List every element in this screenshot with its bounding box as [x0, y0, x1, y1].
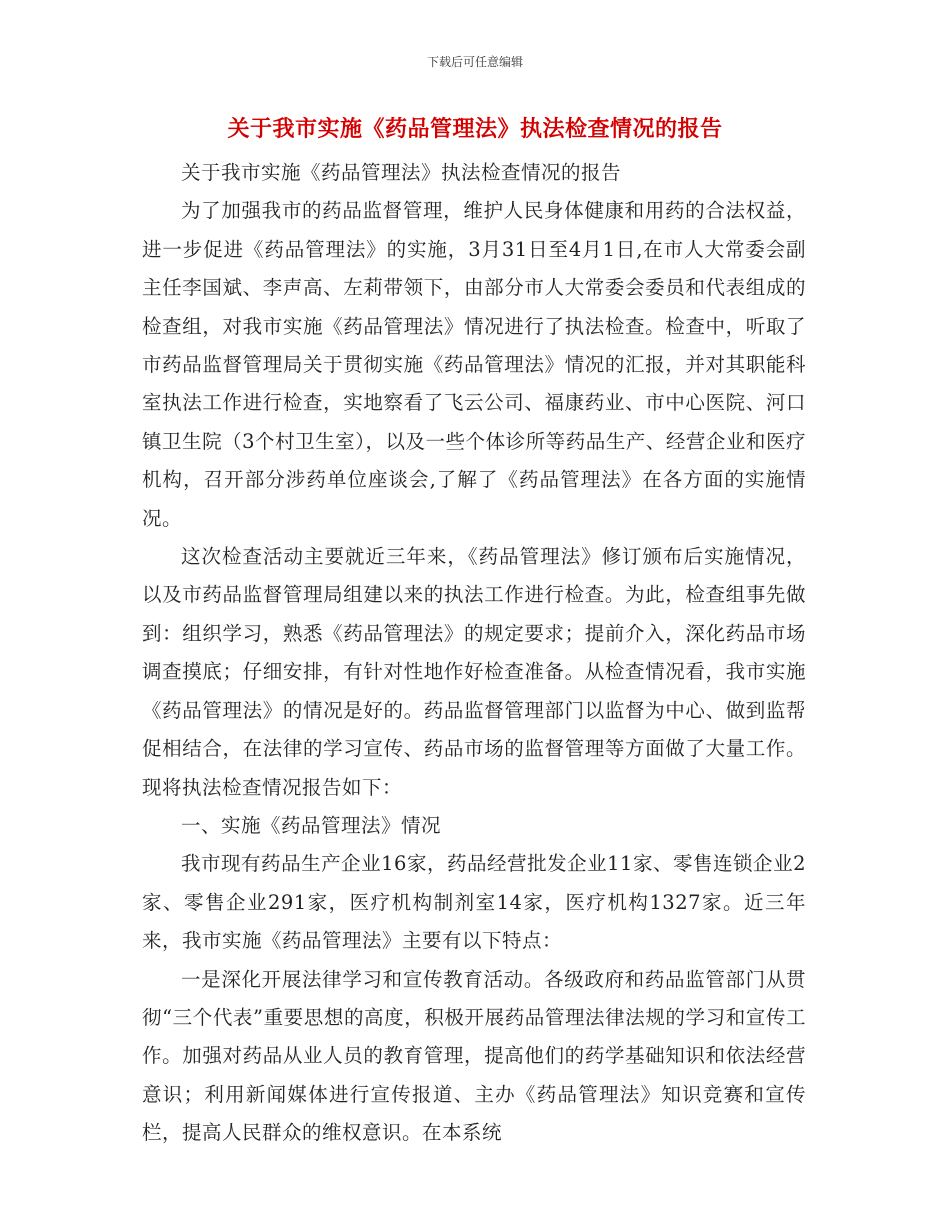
paragraph: 为了加强我市的药品监督管理，维护人民身体健康和用药的合法权益，进一步促进《药品管理法》的实施，3月31日至4月1日,在市人大常委会副主任李国斌、李声高、左莉带领下，由部分市人大常委会委员和代表组成的检查组，对我市实施《药品管理法》情况进行了执法检查。检查中，听取了市药品监督管理局关于贯彻实施《药品管理法》情况的汇报，并对其职能科室执法工作进行检查，实地察看了飞云公司、福康药业、市中心医院、河口镇卫生院（3个村卫生室），以及一些个体诊所等药品生产、经营企业和医疗机构，召开部分涉药单位座谈会,了解了《药品管理法》在各方面的实施情况。: [142, 199, 806, 530]
document-body: [142, 154, 806, 1153]
section-heading: 一、实施《药品管理法》情况: [181, 813, 442, 837]
paragraph: 一是深化开展法律学习和宣传教育活动。各级政府和药品监管部门从贯彻“三个代表”重要思想的高度，积极开展药品管理法律法规的学习和宣传工作。加强对药品从业人员的教育管理，提高他们的药学基础知识和依法经营意识；利用新闻媒体进行宣传报道、主办《药品管理法》知识竞赛和宣传栏，提高人民群众的维权意识。在本系统: [142, 967, 806, 1145]
header-note: 下载后可任意编辑: [426, 55, 523, 69]
paragraph: 这次检查活动主要就近三年来，《药品管理法》修订颁布后实施情况，以及市药品监督管理局组建以来的执法工作进行检查。为此，检查组事先做到：组织学习，熟悉《药品管理法》的规定要求；提前介入，深化药品市场调查摸底；仔细安排，有针对性地作好检查准备。从检查情况看，我市实施《药品管理法》的情况是好的。药品监督管理部门以监督为中心、做到监帮促相结合，在法律的学习宣传、药品市场的监督管理等方面做了大量工作。现将执法检查情况报告如下：: [142, 545, 806, 799]
document-title: 关于我市实施《药品管理法》执法检查情况的报告: [227, 117, 723, 142]
paragraph-subtitle: 关于我市实施《药品管理法》执法检查情况的报告: [181, 161, 622, 184]
paragraph: 我市现有药品生产企业16家，药品经营批发企业11家、零售连锁企业2家、零售企业291家，医疗机构制剂室14家，医疗机构1327家。近三年来，我市实施《药品管理法》主要有以下特点：: [142, 852, 806, 953]
